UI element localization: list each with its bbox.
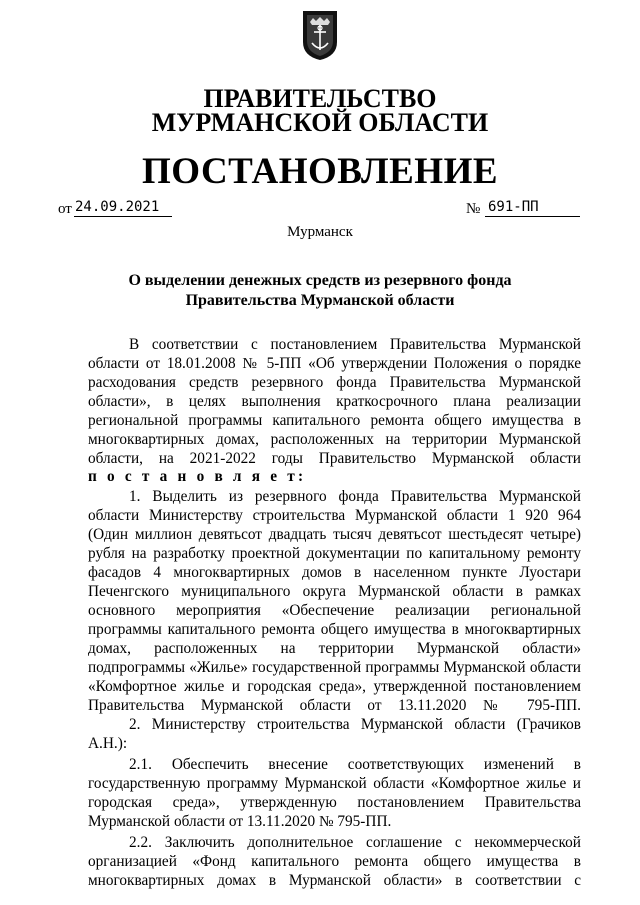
body-line: городская среда», утвержденную постановлением Правительства [88,794,581,811]
body-line: области от 18.01.2008 № 5-ПП «Об утверждении Положения о порядке [88,355,581,372]
date-prefix: от [58,201,72,217]
body-line: программы капитального ремонта общего имущества в многоквартирных [88,621,581,638]
body-line: региональной программы капитального ремонта общего имущества в [88,412,581,429]
number-prefix: № [466,201,481,217]
body-line: основного мероприятия «Обеспечение реализации региональной [88,602,581,619]
document-type: ПОСТАНОВЛЕНИЕ [141,151,499,192]
government-name-line2: МУРМАНСКОЙ ОБЛАСТИ [151,108,489,137]
city: Мурманск [287,224,353,240]
body-line: многоквартирных домах, расположенных на территории Мурманской [88,431,581,448]
document-title-line1: О выделении денежных средств из резервного фонда [128,272,512,289]
body-line: (Один миллион девятьсот двадцать тысяч девятьсот шестьдесят четыре) [88,526,581,543]
body-line: 1. Выделить из резервного фонда Правительства Мурманской [129,488,581,505]
body-line: Мурманской области от 13.11.2020 № 795-ПП. [88,813,392,830]
body-line: многоквартирных домах в Мурманской области» в соответствии с [88,872,581,889]
body-line: В соответствии с постановлением Правительства Мурманской [129,336,581,353]
body-line: подпрограммы «Жилье» государственной программы Мурманской области [88,659,581,676]
body-line: 2. Министерству строительства Мурманской области (Грачиков [129,716,581,733]
resolution-word: п о с т а н о в л я е т: [88,468,307,485]
body-line: домах, расположенных на территории Мурманской области» [88,640,581,657]
body-line: Печенгского муниципального округа Мурманской области в рамках [88,583,581,600]
body-line: области Министерству строительства Мурманской области 1 920 964 [88,507,581,524]
body-line: области, на 2021-2022 годы Правительство Мурманской области [88,450,581,467]
body-line: «Комфортное жилье и городская среда», утвержденной постановлением [88,678,581,695]
body-line: А.Н.): [88,735,128,752]
date-underline [74,216,172,217]
document-title-line2: Правительства Мурманской области [185,292,455,309]
murmansk-coat-of-arms-icon [300,8,340,62]
document-date: 24.09.2021 [75,199,160,215]
body-line: 2.2. Заключить дополнительное соглашение с некоммерческой [129,834,581,851]
body-line: расходования средств резервного фонда Правительства Мурманской [88,374,581,391]
body-line: государственную программу Мурманской области «Комфортное жилье и [88,775,581,792]
government-name-line1: ПРАВИТЕЛЬСТВО [203,84,437,113]
document-number: 691-ПП [488,199,539,215]
body-line: рубля на разработку проектной документации по капитальному ремонту [88,545,581,562]
number-underline [485,216,580,217]
body-line: Правительства Мурманской области от 13.11.2020 № 795-ПП. [88,697,581,714]
body-line: организацией «Фонд капитального ремонта общего имущества в [88,853,581,870]
body-line: 2.1. Обеспечить внесение соответствующих изменений в [129,756,581,773]
body-line: области», в целях выполнения краткосрочного плана реализации [88,393,581,410]
body-line: фасадов 4 многоквартирных домов в населенном пункте Луостари [88,564,581,581]
